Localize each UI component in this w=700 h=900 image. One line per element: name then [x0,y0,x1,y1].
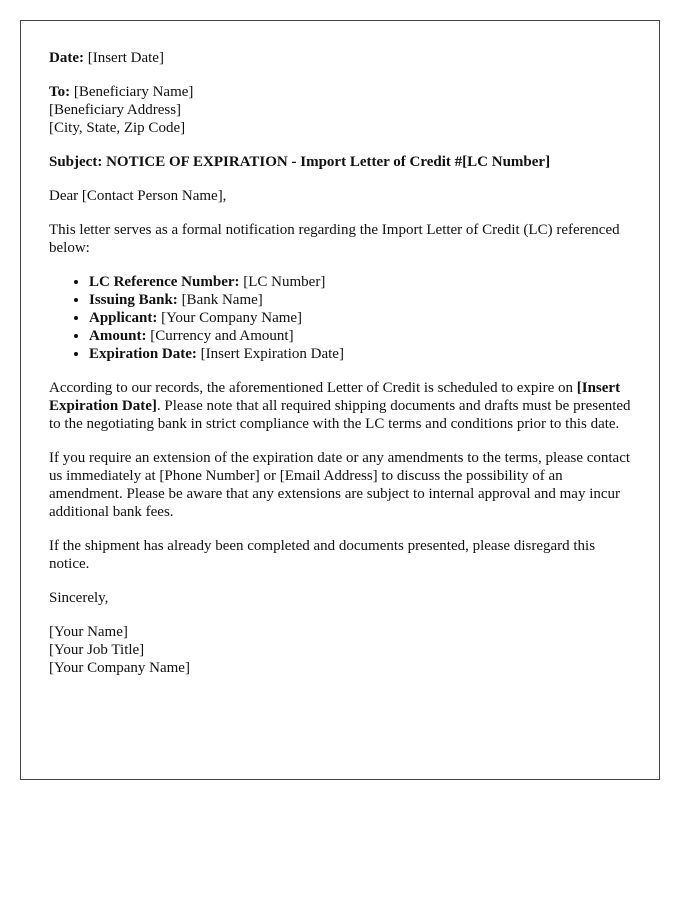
signature-title: [Your Job Title] [49,642,145,658]
records-paragraph [49,379,639,433]
letter-page [20,20,660,780]
letter-content [49,49,639,693]
closing: Sincerely, [49,590,109,606]
date-label: Date: [49,50,84,66]
lc-details-list [49,273,639,363]
date-line [49,49,639,67]
signature-name: [Your Name] [49,624,128,640]
salutation: Dear [Contact Person Name], [49,188,227,204]
detail-label: Applicant: [89,310,158,326]
detail-value: [Bank Name] [181,292,263,308]
detail-item-amount [89,327,639,345]
subject-line [49,153,639,171]
detail-label: Amount: [89,328,147,344]
beneficiary-name: [Beneficiary Name] [73,84,194,100]
detail-value: [Currency and Amount] [150,328,294,344]
detail-value: [Your Company Name] [161,310,303,326]
subject-text: Subject: NOTICE OF EXPIRATION - Import Letter of Credit #[LC Number] [49,154,551,170]
disregard-paragraph: If the shipment has already been completed and documents presented, please disregard this notice. [49,538,596,572]
detail-label: Expiration Date: [89,346,197,362]
beneficiary-address: [Beneficiary Address] [49,102,182,118]
extension-paragraph: If you require an extension of the expiration date or any amendments to the terms, please contact us immediately at [Phone Number] or [Email Address] to discuss the possibility of an amendment. Please be aware that any extensions are subject to internal approval and may incur additional bank fees. [49,450,631,520]
records-text-after: . Please note that all required shipping documents and drafts must be presented to the negotiating bank in strict compliance with the LC terms and conditions prior to this date. [49,398,631,432]
date-value: [Insert Date] [87,50,164,66]
to-label: To: [49,84,71,100]
records-expiration-date: [Insert Expiration Date] [49,380,621,414]
recipient-block [49,83,639,137]
detail-label: Issuing Bank: [89,292,178,308]
detail-value: [LC Number] [243,274,326,290]
signature-block [49,623,639,677]
detail-item-reference [89,273,639,291]
detail-label: LC Reference Number: [89,274,240,290]
detail-item-expiration [89,345,639,363]
detail-value: [Insert Expiration Date] [200,346,344,362]
signature-company: [Your Company Name] [49,660,190,676]
recipient-name-line [49,83,639,101]
detail-item-applicant [89,309,639,327]
records-text-before: According to our records, the aforementioned Letter of Credit is scheduled to expire on [49,380,577,396]
beneficiary-city: [City, State, Zip Code] [49,120,186,136]
detail-item-bank [89,291,639,309]
intro-paragraph: This letter serves as a formal notification regarding the Import Letter of Credit (LC) referenced below: [49,222,620,256]
